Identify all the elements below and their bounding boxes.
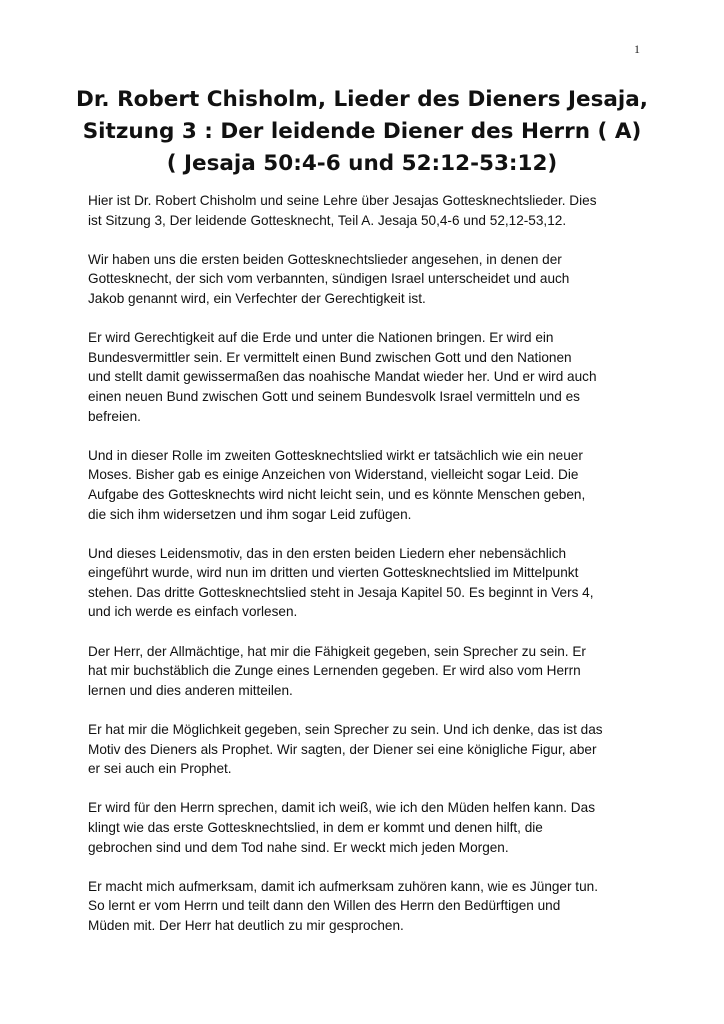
text-line: Er macht mich aufmerksam, damit ich aufmerksam zuhören kann, wie es Jünger tun. <box>88 878 598 894</box>
text-line: Er wird für den Herrn sprechen, damit ich weiß, wie ich den Müden helfen kann. Das <box>88 800 595 816</box>
text-line: und stellt damit gewissermaßen das noahische Mandat wieder her. Und er wird auch <box>88 369 597 385</box>
text-line: die sich ihm widersetzen und ihm sogar Leid zufügen. <box>88 506 412 522</box>
paragraph-7 <box>88 720 648 779</box>
text-line: Bundesvermittler sein. Er vermittelt einen Bund zwischen Gott und den Nationen <box>88 349 572 365</box>
paragraph-6 <box>88 642 648 701</box>
text-line: Er hat mir die Möglichkeit gegeben, sein Sprecher zu sein. Und ich denke, das ist das <box>88 722 603 738</box>
title-line-1: Dr. Robert Chisholm, Lieder des Dieners Jesaja, <box>76 87 648 112</box>
text-line: Jakob genannt wird, ein Verfechter der Gerechtigkeit ist. <box>88 290 426 306</box>
text-line: er sei auch ein Prophet. <box>88 761 232 777</box>
paragraph-5 <box>88 544 648 622</box>
text-line: Gottesknecht, der sich vom verbannten, sündigen Israel unterscheidet und auch <box>88 271 570 287</box>
text-line: stehen. Das dritte Gottesknechtslied steht in Jesaja Kapitel 50. Es beginnt in Vers 4, <box>88 584 594 600</box>
page-number: 1 <box>634 42 640 56</box>
text-line: Aufgabe des Gottesknechts wird nicht leicht sein, und es könnte Menschen geben, <box>88 486 586 502</box>
text-line: So lernt er vom Herrn und teilt dann den Willen des Herrn den Bedürftigen und <box>88 898 561 914</box>
paragraph-1 <box>88 191 648 230</box>
text-line: Und dieses Leidensmotiv, das in den ersten beiden Liedern eher nebensächlich <box>88 545 567 561</box>
text-line: einen neuen Bund zwischen Gott und seinem Bundesvolk Israel vermitteln und es <box>88 388 580 404</box>
text-line: Hier ist Dr. Robert Chisholm und seine Lehre über Jesajas Gottesknechtslieder. Dies <box>88 193 597 208</box>
text-line: lernen und dies anderen mitteilen. <box>88 682 293 698</box>
title-line-3: ( Jesaja 50:4-6 und 52:12-53:12) <box>166 151 558 176</box>
paragraph-2 <box>88 250 648 309</box>
text-line: Und in dieser Rolle im zweiten Gottesknechtslied wirkt er tatsächlich wie ein neuer <box>88 447 583 463</box>
text-line: gebrochen sind und dem Tod nahe sind. Er weckt mich jeden Morgen. <box>88 839 509 855</box>
text-line: ist Sitzung 3, Der leidende Gottesknecht, Teil A. Jesaja 50,4-6 und 52,12-53,12. <box>88 212 567 228</box>
text-line: Der Herr, der Allmächtige, hat mir die Fähigkeit gegeben, sein Sprecher zu sein. Er <box>88 643 586 659</box>
text-line: klingt wie das erste Gottesknechtslied, in dem er kommt und denen hilft, die <box>88 820 543 835</box>
title-line-2: Sitzung 3 : Der leidende Diener des Herrn ( A) <box>82 119 642 144</box>
paragraph-3 <box>88 328 648 426</box>
text-line: eingeführt wurde, wird nun im dritten und vierten Gottesknechtslied im Mittelpunkt <box>88 565 579 581</box>
text-line: Moses. Bisher gab es einige Anzeichen von Widerstand, vielleicht sogar Leid. Die <box>88 467 579 483</box>
text-line: befreien. <box>88 408 141 424</box>
document-title <box>60 84 664 180</box>
paragraph-4 <box>88 446 648 524</box>
text-line: Er wird Gerechtigkeit auf die Erde und unter die Nationen bringen. Er wird ein <box>88 330 554 346</box>
text-line: und ich werde es einfach vorlesen. <box>88 604 298 620</box>
text-line: hat mir buchstäblich die Zunge eines Lernenden gegeben. Er wird also vom Herrn <box>88 663 581 679</box>
text-line: Motiv des Dieners als Prophet. Wir sagten, der Diener sei eine königliche Figur, aber <box>88 741 597 757</box>
paragraph-8 <box>88 798 648 857</box>
document-body <box>88 191 648 955</box>
text-line: Wir haben uns die ersten beiden Gottesknechtslieder angesehen, in denen der <box>88 251 562 267</box>
text-line: Müden mit. Der Herr hat deutlich zu mir gesprochen. <box>88 917 404 933</box>
paragraph-9 <box>88 877 648 936</box>
